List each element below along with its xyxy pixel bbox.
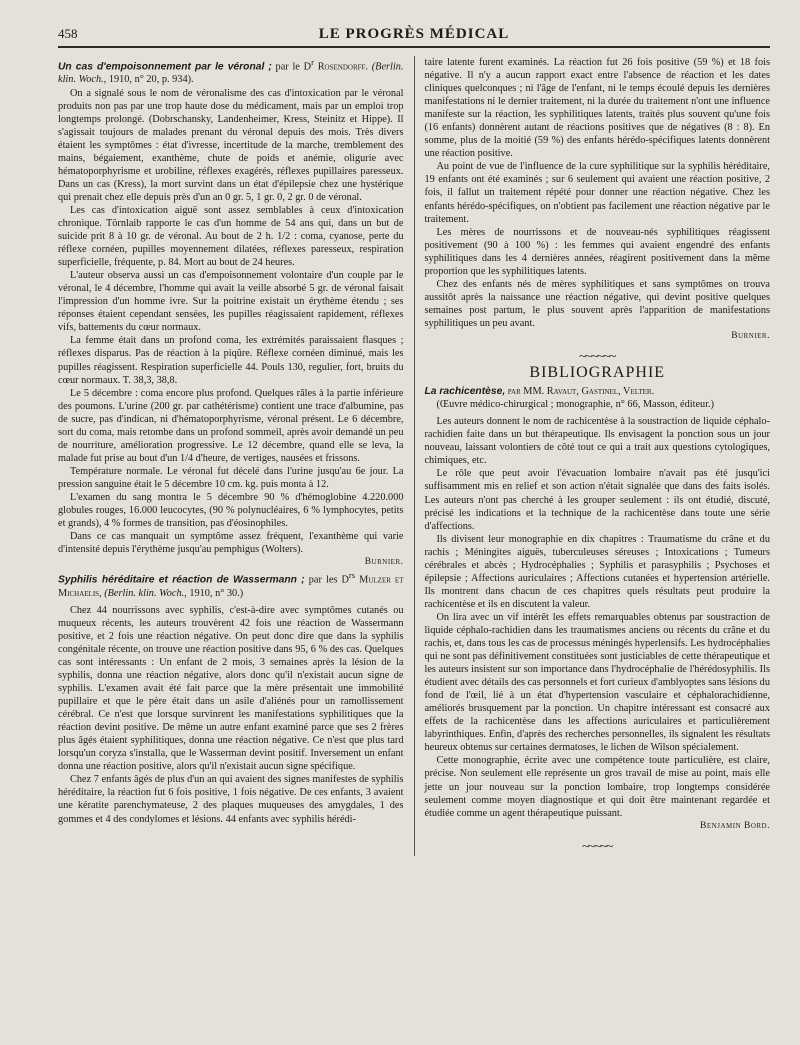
signature: Benjamin Bord. <box>700 820 770 831</box>
byline: par le D <box>271 61 312 73</box>
paragraph: L'auteur observa aussi un cas d'empoisonnement volontaire d'un couple par le véronal, le 4 décembre, l'homme qui avait la veille absorbé 5 gr. de véronal faisait l'impression d'un homme ivre. Sur la poitrine existait un érythème étendu ; ses réponses étaient cependant sensées, les pupilles réagissaient rapidement, réflexes vifs, battements du cœur normaux. <box>58 270 404 334</box>
paragraph: Température normale. Le véronal fut décelé dans l'urine jusqu'au 6e jour. La pression sanguine était le 5 décembre 10 cm. kg. puis monta à 12. <box>58 465 404 490</box>
book-authors: par MM. Ravaut, Gastinel, Velter. <box>505 386 655 398</box>
article-heading <box>58 569 404 600</box>
paragraph: Les cas d'intoxication aiguë sont assez semblables à ceux d'intoxication chronique. Törnlaib rapporte le cas d'un homme de 54 ans qui, dans un but de suicide prit 8 à 10 gr. de véronal. Au bout de 2 h. 1/2 : coma, cyanose, perte du réflexe cornéen, pupilles moyennement dilatées, réflexes paresseux, respiration superficielle, fréquente, p. 84. Mort au bout de 24 heures. <box>58 204 404 269</box>
signature: Burnier. <box>364 557 404 568</box>
signature: Burnier. <box>731 330 770 341</box>
section-title: BIBLIOGRAPHIE <box>529 364 666 382</box>
paragraph: On lira avec un vif intérêt les effets remarquables obtenus par soustraction de liquide céphalo-rachidien dans les traumatismes anciens ou récents du crâne et du rachis, et, dans tous les cas de processus méningés hyperlensifs. Les hydrocéphalies qui ne sont pas définitivement constituées sont justiciables de cette thérapeutique et les auteurs insistent sur son importance dans l'hydrocéphalie de l'hérédosyphilis. Ils étudient avec détails des cas personnels et fort curieux d'amblyoptes sans lésions du fond de l'œil, lié à un état d'hypertension vasculaire et céphalorachidienne, améliorés brusquement par la ponction. Un chapitre intéressant est consacré aux effets de la rachicentèse dans les affections auriculaires et particulièrement labyrinthiques. Enfin, d'après des recherches personnelles, ils signalent les résultats heureux obtenus sur certaines dermatoses, le lichen de Wilson spécialement. <box>424 611 770 754</box>
right-column <box>424 56 770 856</box>
article-heading <box>58 56 404 87</box>
paragraph: Au point de vue de l'influence de la cure syphilitique sur la syphilis héréditaire, 19 enfants ont été examinés ; sur 6 seulement qui avaient une réaction positive, 2 fois, il fallut un traitement répété pour donner une réaction négative. Chez les enfants hérédo-spécifiques, on n'obtient pas facilement une réaction négative par le traitement. <box>424 161 770 225</box>
author: Mulzer et Michaelis, <box>58 574 404 599</box>
article-title: Syphilis héréditaire et réaction de Wassermann ; <box>58 574 305 586</box>
column-divider <box>414 56 415 856</box>
citation-detail: 1910, n° 30.) <box>186 587 244 599</box>
paragraph: taire latente furent examinés. La réaction fut 26 fois positive (59 %) et 18 fois négative. Il n'y a aucun rapport exact entre l'absence de réaction et les dates cliniques quelconques ; ni l'âge de l'enfant, ni le temps écoulé depuis les dernières manifestations ni le dernier traitement, ni la durée du traitement n'ont une influence manifeste sur la réaction, les syphilitiques latents, traités plus souvent qu'une fois (16 enfants) donnèrent autant de réactions positives que de négatives (8 : 8). En somme, plus de la moitié (59 %) des enfants hérédo-spécifiques latents donnèrent une réaction positive. <box>424 57 770 160</box>
book-heading <box>424 385 770 398</box>
byline-sup: rs <box>348 570 356 581</box>
paragraph: Dans ce cas manquait un symptôme assez fréquent, l'exanthème qui varie d'intensité depuis l'érythème jusqu'au pemphigus (Wolters). <box>58 531 404 556</box>
citation-detail: 1910, n° 20, p. 934). <box>106 74 194 86</box>
journal-title: LE PROGRÈS MÉDICAL <box>318 26 510 42</box>
paragraph: Cette monographie, écrite avec une compétence toute particulière, est claire, précise. Non seulement elle représente un gros travail de mise au point, mais elle jette un jour nouveau sur la ponction lombaire, trop longtemps considérée seulement comme moyen diagnostique et qui doit être maintenant regardée et étudiée comme un agent thérapeutique puissant. <box>424 755 770 819</box>
left-column <box>58 56 404 856</box>
paragraph: La femme était dans un profond coma, les extrémités paraissaient flasques ; réflexes disparus. Pas de réaction à la piqûre. Réflexe cornéen diminué, mais les pupilles réagissent. Respiration superficielle 44. Pouls 130, regulier, fort, bruits du cœur normaux. T. 38,3, 38,8. <box>58 335 404 386</box>
paragraph: Chez 7 enfants âgés de plus d'un an qui avaient des signes manifestes de syphilis héréditaire, la réaction fut 6 fois positive, 1 fois négative. De ces enfants, 3 avaient une kératite parenchymateuse, 2 des plaques muqueuses des amygdales, 1 des gommes et 4 des condylomes et lésions. 44 enfants avec syphilis hérédi- <box>58 774 404 825</box>
byline-sup: r <box>311 57 314 67</box>
page-number: 458 <box>58 26 78 41</box>
ornament-divider: ~~~~~~ <box>579 348 616 364</box>
author: Rosendorff. <box>313 61 368 73</box>
paragraph: Les mères de nourrissons et de nouveau-nés syphilitiques réagissent positivement (90 à 100 %) : les femmes qui avaient engendré des enfants syphilitiques dans les 4 dernières années, réagirent positivement dans la même proportion que les syphilitiques latents. <box>424 226 770 277</box>
paragraph: Le rôle que peut avoir l'évacuation lombaire n'avait pas été jusqu'ici suffisamment mis en relief et son action n'était signalée que dans des faits isolés. Les auteurs n'ont pas cherché à les grouper seulement : ils ont étudié, discuté, précisé les indications et la technique de la rachicentèse dans toute une série d'affections. <box>424 468 770 532</box>
byline: par les D <box>304 574 349 586</box>
ornament-divider: ~~~~~ <box>582 837 613 853</box>
book-title: La rachicentèse, <box>424 386 506 398</box>
citation: (Berlin. klin. Woch., <box>58 61 404 86</box>
paragraph: Chez des enfants nés de mères syphilitiques et sans symptômes on trouva aussitôt après la naissance une réaction négative, qui devint positive quelques semaines post partum, le plus souvent après l'apparition de manifestations syphilitiques un peu avant. <box>424 278 770 329</box>
paragraph: L'examen du sang montra le 5 décembre 90 % d'hémoglobine 4.220.000 globules rouges, 16.000 leucocytes, (90 % polynucléaires, 6 % lymphocytes, petits et grands), 4 % formes de transition, pas d'éosinophiles. <box>58 491 404 530</box>
paragraph: Le 5 décembre : coma encore plus profond. Quelques râles à la partie inférieure des poumons. L'urine (200 gr. par cathétérisme) contient une trace d'albumine, pas de sucre, pas d'indican, ni d'hématoporphyrisme, véronal présent. Le 6 décembre, sort du coma, mais retombe dans un profond sommeil, après avoir demandé un peu de nourriture, amélioration progressive. Le 12 décembre, quand elle se leva, la malade fut prise au bout d'un 1/4 d'heure, de vertiges, nausées et frissons. <box>58 387 404 464</box>
page-header <box>58 22 770 48</box>
paragraph: Ils divisent leur monographie en dix chapitres : Traumatisme du crâne et du rachis ; Méningites aiguës, tuberculeuses séreuses ; Intoxications ; Tumeurs cérébrales et abcès ; Hydrocéphalies ; Syphilis et parasyphilis ; Psychoses et épilepsie ; Affections auriculaires ; Affections cutanées et hypertension artérielle. Ils montrent dans chacun de ces chapitres quels résultats peut produire la rachicentèse et ils en discutent la valeur. <box>424 533 770 610</box>
citation: (Berlin. klin. Woch., <box>101 587 187 599</box>
paragraph: Les auteurs donnent le nom de rachicentèse à la soustraction de liquide céphalo-rachidien faite dans un but thérapeutique. Ils envisagent la ponction sous un jour nouveau, laissant volontiers de côté tout ce qui a trait aux questions cytologiques, chimiques, etc. <box>424 416 770 467</box>
article-title: Un cas d'empoisonnement par le véronal ; <box>58 61 272 73</box>
paragraph: On a signalé sous le nom de véronalisme des cas d'intoxication par le véronal produits non pas par une trop haute dose du médicament, mais par un emploi trop longtemps prolongé. (Dobrschansky, Landenheimer, Kress, Steinitz et Hippe). Il s'agissait toujours de malades prenant du véronal depuis des mois. Très divers étaient les symptômes : état d'ivresse, incertitude de la marche, tremblement des mains, bégaiement, exanthème, chute de poids et anémie, oligurie avec hématoporphyrisme et urobiline, réflexes exagérés, réflexes pupillaires paresseux. Dans un cas (Kress), la mort survint dans un état d'épilepsie chez une hystérique qui prenait chez elle depuis près d'un an 0 gr. 5, 1 gr. 0, 2 gr. 0 de véronal. <box>58 87 404 203</box>
paragraph: Chez 44 nourrissons avec syphilis, c'est-à-dire avec symptômes cutanés ou muqueux récents, les auteurs trouvèrent 42 fois une réaction de Wassermann positive, et 2 fois une réaction négative. On peut donc dire que dans la syphilis congénitale récente, on trouve une réaction positive dans 95, 6 % des cas. Quelques cas sont intéressants : Un enfant de 2 mois, 3 semaines après la lésion de la syphilis, donna une réaction négative, alors donc qu'il n'existait aucun signe de syphilis. L'examen avait été fait parce que la mère présentait une immobilité pupillaire et que le père était dans un asile d'aliénés pour un ramollissement cérébral. Ce n'est que lorsque survinrent les manifestations syphilitiques que la réaction devint positive. De même un autre enfant examiné parce que ses 2 frères plus âgés étaient syphilitiques, donna une réaction négative. Ce n'est que plus tard lorsqu'un coryza s'installa, que le Wasserman devint positif. Inversement un enfant donna une réaction positive, alors qu'il n'existait aucun signe spécifique. <box>58 604 404 773</box>
article-columns <box>58 56 770 856</box>
book-publisher: (Œuvre médico-chirurgical ; monographie, n° 66, Masson, éditeur.) <box>436 399 715 411</box>
